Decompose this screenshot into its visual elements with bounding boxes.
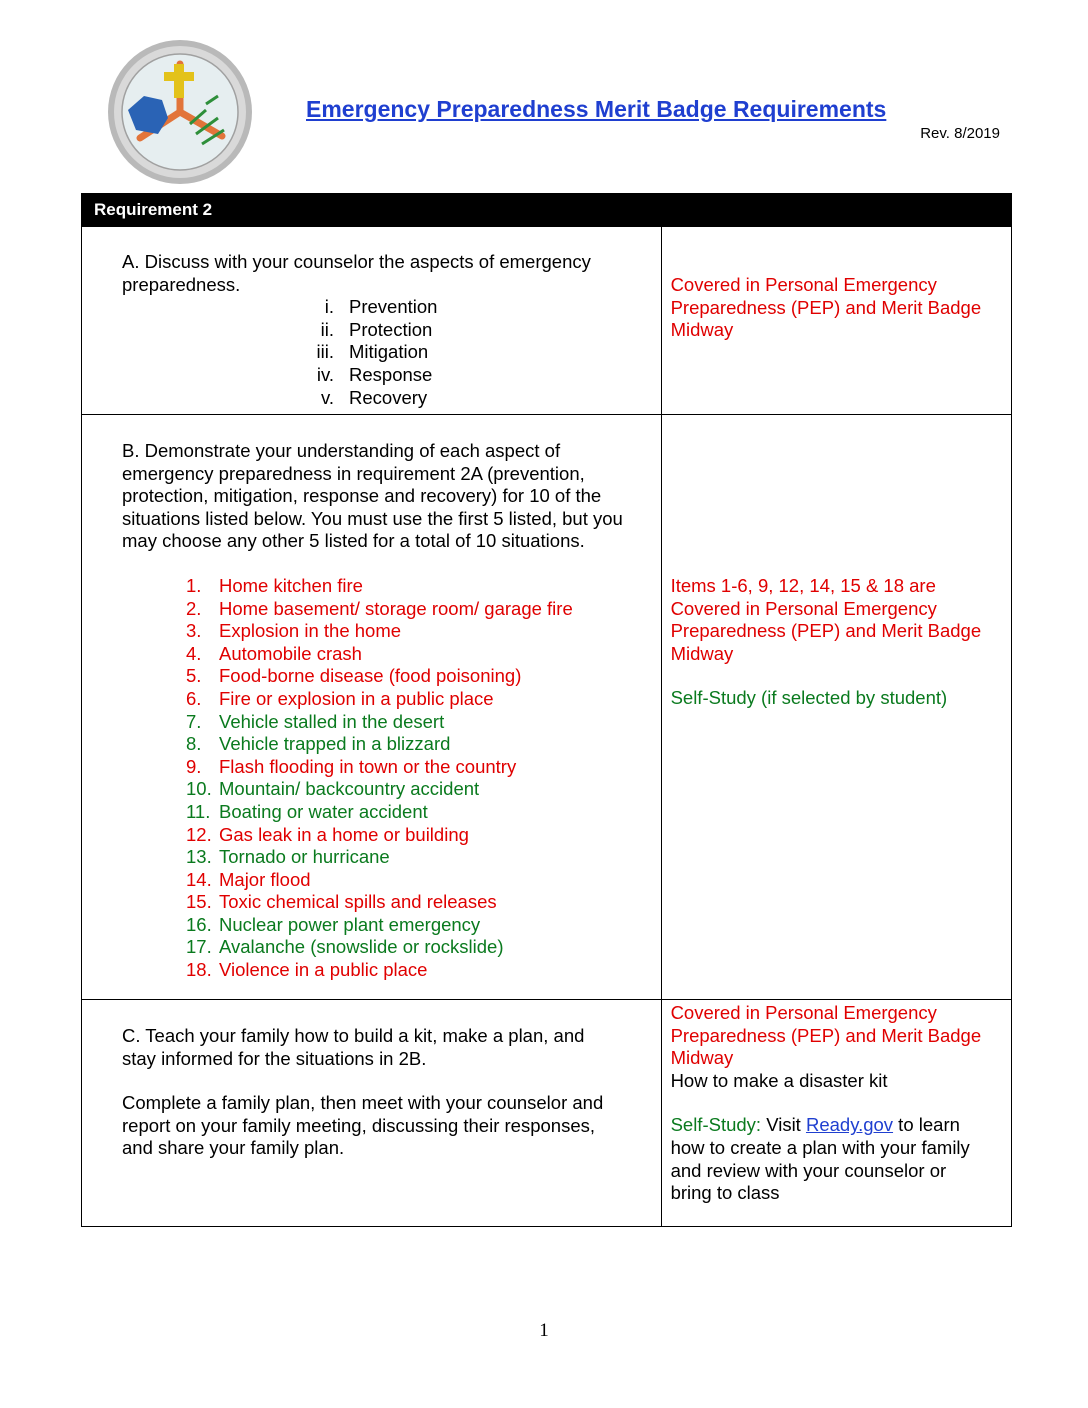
note-line: and review with your counselor or <box>670 1159 947 1181</box>
item-label: Home kitchen fire <box>219 574 363 596</box>
item-label: Gas leak in a home or building <box>219 823 469 845</box>
item-label: Flash flooding in town or the country <box>219 755 517 777</box>
requirement-c-text: and share your family plan. <box>122 1137 345 1159</box>
requirement-b-text: B. Demonstrate your understanding of each aspect of <box>122 440 561 461</box>
note-line: Covered in Personal Emergency <box>670 1002 937 1023</box>
item-label: Automobile crash <box>219 642 362 664</box>
item-label: Vehicle trapped in a blizzard <box>219 733 451 755</box>
page-number: 1 <box>539 1320 549 1341</box>
list-item: i. Prevention <box>324 296 438 318</box>
item-label: Mountain/ backcountry accident <box>219 778 480 800</box>
note-line: Preparedness (PEP) and Merit Badge <box>670 1024 982 1046</box>
item-number: 12. <box>186 823 212 845</box>
list-item <box>186 801 661 824</box>
table-row <box>82 1000 1012 1227</box>
item-number: 6. <box>186 687 202 709</box>
list-item <box>186 914 661 937</box>
item-label: Nuclear power plant emergency <box>219 913 481 935</box>
list-item <box>186 869 661 892</box>
item-number: 13. <box>186 846 212 868</box>
item-number: 11. <box>186 800 211 822</box>
item-label: Tornado or hurricane <box>219 846 390 868</box>
requirement-b-note <box>661 415 1011 1000</box>
item-number: 17. <box>186 936 212 958</box>
list-item <box>186 665 661 688</box>
item-number: 5. <box>186 665 202 687</box>
note-line: Covered in Personal Emergency <box>670 274 937 295</box>
note-line: Preparedness (PEP) and Merit Badge <box>670 296 982 318</box>
item-label: Avalanche (snowslide or rockslide) <box>219 936 504 958</box>
item-number: 1. <box>186 574 202 596</box>
list-item: v. Recovery <box>320 386 428 408</box>
table-row <box>82 227 1012 415</box>
table-row <box>82 415 1012 1000</box>
item-label: Toxic chemical spills and releases <box>219 891 497 913</box>
requirement-c-cell <box>82 1000 662 1227</box>
item-number: 10. <box>186 778 212 800</box>
requirement-c-note <box>661 1000 1011 1227</box>
item-label: Violence in a public place <box>219 959 428 981</box>
list-item <box>186 778 661 801</box>
self-study-note: Self-Study (if selected by student) <box>670 687 948 709</box>
requirement-heading: Requirement 2 <box>82 194 1012 227</box>
list-item <box>186 959 661 982</box>
item-label: Vehicle stalled in the desert <box>219 710 445 732</box>
note-line: Preparedness (PEP) and Merit Badge <box>670 620 982 642</box>
list-item <box>186 688 661 711</box>
list-item <box>186 620 661 643</box>
requirement-a-text: A. Discuss with your counselor the aspects of emergency <box>122 251 591 272</box>
note-line: bring to class <box>670 1182 780 1204</box>
requirement-a-text: preparedness. <box>122 273 241 295</box>
requirement-b-text: protection, mitigation, response and recovery) for 10 of the <box>122 485 602 507</box>
requirement-c-text: report on your family meeting, discussing their responses, <box>122 1114 595 1136</box>
table-header-row <box>82 194 1012 227</box>
list-item <box>186 575 661 598</box>
note-line: How to make a disaster kit <box>670 1069 888 1091</box>
list-item: iv. Response <box>316 363 433 385</box>
item-label: Fire or explosion in a public place <box>219 687 494 709</box>
after-link-text: to learn <box>893 1114 960 1136</box>
requirement-b-text: situations listed below. You must use the first 5 listed, but you <box>122 507 623 529</box>
page-title: Emergency Preparedness Merit Badge Requirements <box>306 96 887 122</box>
item-number: 14. <box>186 868 212 890</box>
note-line: Covered in Personal Emergency <box>670 597 937 619</box>
requirement-c-text: C. Teach your family how to build a kit, make a plan, and <box>122 1025 585 1046</box>
item-label: Explosion in the home <box>219 620 402 642</box>
revision-date: Rev. 8/2019 <box>920 125 1000 142</box>
item-number: 15. <box>186 891 212 913</box>
requirement-b-text: emergency preparedness in requirement 2A (prevention, <box>122 462 585 484</box>
item-number: 2. <box>186 597 202 619</box>
note-line: how to create a plan with your family <box>670 1136 970 1158</box>
list-item <box>186 711 661 734</box>
note-line: Items 1-6, 9, 12, 14, 15 & 18 are <box>670 575 936 596</box>
list-item <box>186 891 661 914</box>
note-line: Midway <box>670 642 734 664</box>
item-number: 9. <box>186 755 202 777</box>
item-number: 16. <box>186 913 212 935</box>
item-number: 3. <box>186 620 202 642</box>
requirement-c-text: stay informed for the situations in 2B. <box>122 1047 427 1069</box>
list-item <box>186 733 661 756</box>
item-label: Boating or water accident <box>219 800 428 822</box>
item-number: 4. <box>186 642 202 664</box>
requirement-b-cell <box>82 415 662 1000</box>
list-item <box>186 598 661 621</box>
situations-list <box>82 575 661 982</box>
item-label: Food-borne disease (food poisoning) <box>219 665 522 687</box>
ready-gov-link[interactable]: Ready.gov <box>805 1114 894 1136</box>
requirement-c-text: Complete a family plan, then meet with your counselor and <box>122 1092 604 1114</box>
item-number: 18. <box>186 959 212 981</box>
requirements-table <box>81 193 1012 1227</box>
list-item <box>186 824 661 847</box>
item-number: 7. <box>186 710 202 732</box>
list-item <box>186 846 661 869</box>
self-study-line <box>671 1114 1011 1137</box>
item-label: Home basement/ storage room/ garage fire <box>219 597 573 619</box>
note-line: Midway <box>670 319 734 341</box>
list-item: ii. Protection <box>320 318 433 340</box>
requirement-a-cell <box>82 227 662 415</box>
requirement-b-text: may choose any other 5 listed for a total of 10 situations. <box>122 530 585 552</box>
item-label: Major flood <box>219 868 311 890</box>
visit-text: Visit <box>761 1114 806 1136</box>
item-number: 8. <box>186 733 202 755</box>
list-item: iii. Mitigation <box>316 341 429 363</box>
self-study-label: Self-Study: <box>670 1114 762 1136</box>
note-line: Midway <box>670 1047 734 1069</box>
list-item <box>186 643 661 666</box>
list-item <box>186 756 661 779</box>
merit-badge-logo <box>106 38 254 186</box>
requirement-a-note <box>661 227 1011 415</box>
list-item <box>186 936 661 959</box>
